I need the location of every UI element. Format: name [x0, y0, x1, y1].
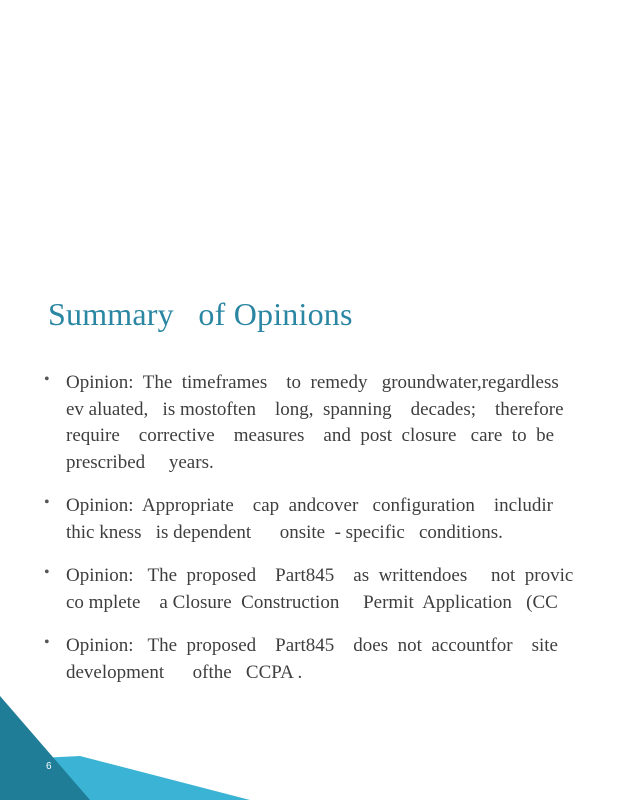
- bullet-icon: •: [44, 634, 50, 651]
- bullet-line: Opinion: The timeframes to remedy groundwater,regardless: [66, 372, 559, 393]
- bullet-line: prescribed years.: [66, 451, 214, 473]
- bullet-line: Opinion: Appropriate cap andcover configuration includir: [66, 495, 554, 516]
- bullet-line: Opinion: The proposed Part845 does not accountfor site: [66, 635, 558, 656]
- page-number: 6: [46, 761, 52, 772]
- bullet-item-cap-cover: [44, 493, 618, 546]
- bullet-line: thic kness is dependent onsite - specific conditions.: [66, 521, 503, 543]
- bullet-line: Opinion: The proposed Part845 as writtendoes not provic: [66, 565, 574, 586]
- bullet-line: ev aluated, is mostoften long, spanning decades; therefore: [66, 398, 564, 420]
- bullet-line: co mplete a Closure Construction Permit Application (CC: [66, 591, 558, 613]
- bullet-line: development ofthe CCPA .: [66, 661, 303, 683]
- bullet-icon: •: [44, 371, 50, 388]
- bullet-item-permit-application: [44, 563, 618, 616]
- slide-title: Summary of Opinions: [48, 296, 353, 332]
- bullet-list: [44, 370, 618, 703]
- corner-triangle-dark: [0, 696, 90, 800]
- bullet-icon: •: [44, 564, 50, 581]
- corner-decoration: [0, 690, 260, 800]
- bullet-item-timeframes: [44, 370, 618, 476]
- bullet-item-site-development: [44, 633, 618, 686]
- bullet-line: require corrective measures and post closure care to be: [66, 425, 554, 446]
- bullet-icon: •: [44, 494, 50, 511]
